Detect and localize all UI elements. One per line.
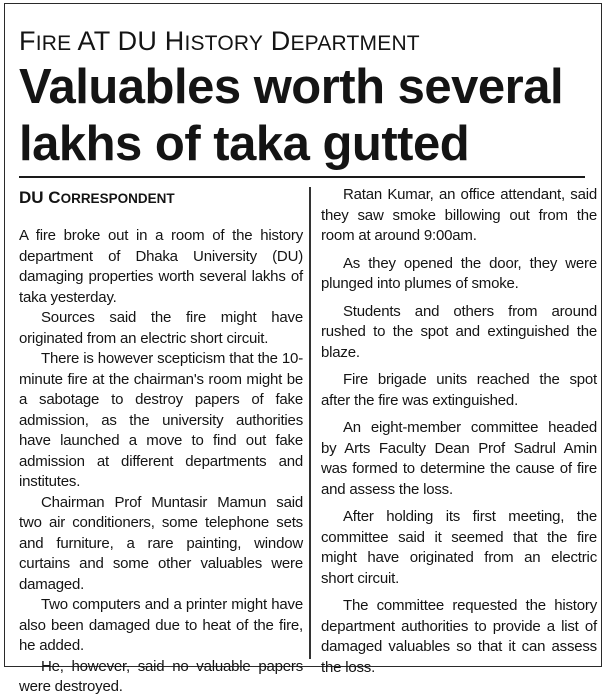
body-paragraph: Sources said the fire might have originated from an electric short circuit. [19, 309, 303, 347]
body-paragraph: After holding its first meeting, the committee said it seemed that the fire might have originated from an electric short circuit. [321, 508, 597, 587]
body-paragraph: Two computers and a printer might have also been damaged due to heat of the fire, he added. [19, 596, 303, 654]
body-paragraph: An eight-member committee headed by Arts Faculty Dean Prof Sadrul Amin was formed to determine the cause of fire and assess the loss. [321, 419, 597, 498]
article-byline [19, 187, 175, 210]
body-column-right [321, 185, 597, 678]
body-paragraph: As they opened the door, they were plunged into plumes of smoke. [321, 254, 597, 292]
headline-line: lakhs of taka gutted [19, 117, 470, 171]
body-column-left [19, 226, 303, 698]
article-kicker [19, 26, 420, 59]
byline-text: DU [19, 188, 49, 207]
body-paragraph: Chairman Prof Muntasir Mamun said two air conditioners, some telephone sets and furniture, a rare painting, window curtains and some other valuables were damaged. [19, 493, 303, 593]
byline-text: C [48, 188, 61, 207]
headline-divider [19, 176, 585, 178]
body-paragraph: Students and others from around rushed to the spot and extinguished the blaze. [321, 302, 597, 361]
body-paragraph: There is however scepticism that the 10-minute fire at the chairman's room might be a sabotage to destroy papers of fake admission, as the university authorities have launched a move to find out fake admission at different departments and institutes. [19, 350, 303, 490]
kicker-text: F [19, 26, 36, 56]
kicker-text: EPARTMENT [290, 32, 420, 55]
kicker-text: H [164, 26, 185, 56]
byline-text: ORRESPONDENT [60, 191, 175, 206]
kicker-text: AT DU [71, 26, 165, 56]
column-divider [309, 187, 311, 659]
kicker-text: IRE [35, 32, 72, 55]
kicker-text: ISTORY [184, 32, 264, 55]
kicker-text: D [263, 26, 291, 56]
body-paragraph: He, however, said no valuable papers were destroyed. [19, 657, 303, 695]
body-paragraph: Ratan Kumar, an office attendant, said they saw smoke billowing out from the room at around 9:00am. [321, 186, 597, 244]
news-article [4, 3, 602, 695]
body-paragraph: A fire broke out in a room of the history department of Dhaka University (DU) damaging properties worth several lakhs of taka yesterday. [19, 227, 303, 306]
headline-line: Valuables worth several [19, 60, 564, 114]
body-paragraph: The committee requested the history department authorities to provide a list of damaged valuables so that it can assess the loss. [321, 597, 597, 676]
body-paragraph: Fire brigade units reached the spot after the fire was extinguished. [321, 371, 597, 409]
article-headline [19, 59, 563, 173]
